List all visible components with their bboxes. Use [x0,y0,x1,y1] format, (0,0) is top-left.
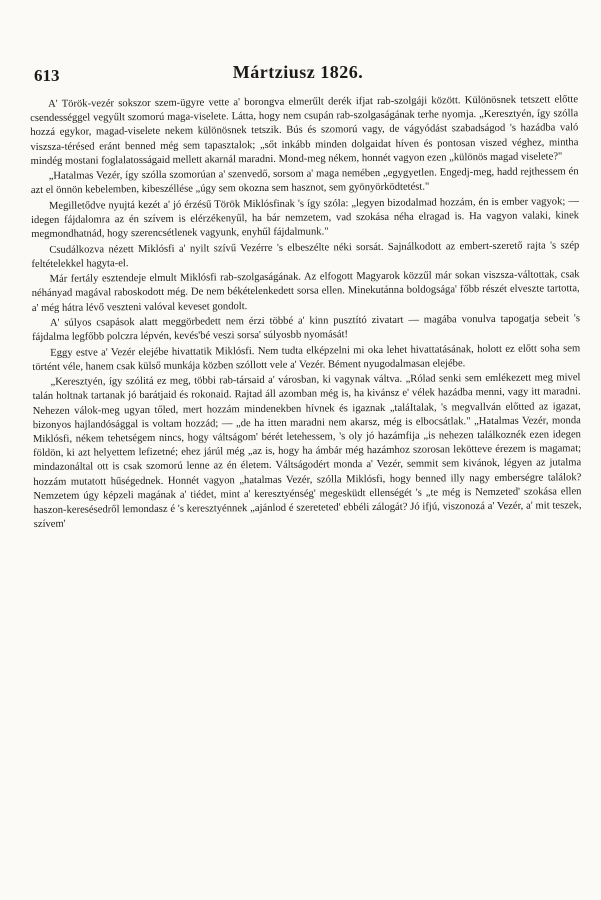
paragraph: A' Török-vezér sokszor szem-ügyre vette a' borongva elmerűlt derék ifjat rab-szolgáji között. Különösnek tetszett előtte csendességgel vegyűlt szomorú maga-viselete. Látta, hogy nem csupán rab-szolgaságának terhe nyomja. „Keresztyén, így szólla hozzá egykor, magad-viselete nekem különösnek tetszik. Bús és szomorú vagy, de vágyódást szabadságod 's hazádba való viszsza-térésed eránt benned még sem tapasztalok; „sőt inkább minden dolgaidat híven és pontosan viszed véghez, mintha mindég mostani foglalatosságaid mellett akarnál maradni. Mond-meg nékem, honnét vagyon ezen „különös magad viselete?" [30,94,579,167]
paragraph: „Hatalmas Vezér, így szólla szomorúan a' szenvedő, sorsom a' maga nemében „egygyetlen. Engedj-meg, hadd rejthessem én azt el önnön kebelemben, kibeszéllése „úgy sem okozna sem hasznot, sem gyönyörködtetést." [30,166,579,197]
paragraph: Csudálkozva nézett Miklósfi a' nyilt szívű Vezérre 's elbeszélte néki sorsát. Sajnálkodott az embert-szerető rajta 's szép feltételekkel hagyta-el. [31,239,580,270]
page-body [30,93,582,533]
paragraph: A' súlyos csapások alatt meggörbedett nem érzi többé a' kinn pusztító zivatart — magába vonulva tapogatja sebeit 's fájdalma legfőbb polczra lépvén, kevés'bé veszi sorsa' súlyosbb nyomását! [32,313,580,344]
running-header [28,62,568,84]
page-number: 613 [34,66,60,85]
paragraph: „Keresztyén, így szólitá ez meg, többi rab-társaid a' városban, ki vagynak váltva. „Rólad senki sem emlékezett meg mivel talán holtnak tartanak jó barátjaid és rokonaid. Rajtad áll azomban még is, ha kivánsz e' vélek hazádba menni, vagy itt maradni. Nehezen válok-meg ugyan tőled, mert hozzám mindenekben hívnek és igaznak „taláItalak, 's megvallván előtted az igazat, bizonyos hajlandósággal is voltam hozzád; — „de ha itten maradni nem akarsz, még is elbocsátlak." „Hatalmas Vezér, monda Miklósfi, nékem tehetségem nincs, hogy váltságom' bérét letehessem, 's oly jó hazámfija „is nehezen találkoznék ezen idegen földön, ki azt helyettem lefizetné; ehez járúl még „az is, hogy ha ámbár még hazámhoz szorosan lekötteve érezem is magamat; mindazonáltal ott is csak szomorú lenne az én életem. Váltságodért monda a' Vezér, semmit sem kivánok, légyen az jutalma hozzám mutatott hűségednek. Honnét vagyon „hatalmas Vezér, szólla Miklósfi, hogy benned illy nagy emberségre találok? Nemzetem úgy képzeli magának a' tiédet, mint a' keresztyénség' megesküdt ellenségét 's „te még is Nemzeted' szokása ellen haszon-keresésedről lemondasz é 's keresztyénnek „ajánlod é szereteted' ebbéli zálogát? Jó ifjú, viszonozá a' Vezér, a' mit teszek, szívem' [32,372,582,531]
paragraph: Megilletődve nyujtá kezét a' jó érzésű Török Miklósfinak 's így szóla: „legyen bizodalmad hozzám, én is ember vagyok; — idegen fájdalomra az én szívem is elérzékenyűl, ha bár nemzetem, vad szokása néha elragad is. Ha vagyon valaki, kinek megmondhatnád, hogy szerencsétlenek vagyunk, enyhűl fájdalmunk." [31,196,580,241]
running-title: Mártziusz 1826. [232,62,364,82]
paragraph: Már fertály esztendeje elmult Miklósfi rab-szolgaságának. Az elfogott Magyarok közzűl már sokan viszsza-váltottak, csak néhányad magával raboskodott még. De nem békételenkedett sorsa ellen. Minekutánna boldogsága' főbb részét elveszte tartotta, a' még hátra lévő veszteni valóval keveset gondolt. [31,269,580,314]
paragraph: Eggy estve a' Vezér elejébe hivattatik Miklósfi. Nem tudta elképzelni mi oka lehet hivattatásának, holott ez előtt soha sem történt véle, hanem csak külső munkája közben szóllott vele a' Vezér. Bément nyugodalmasan elejébe. [32,342,581,373]
